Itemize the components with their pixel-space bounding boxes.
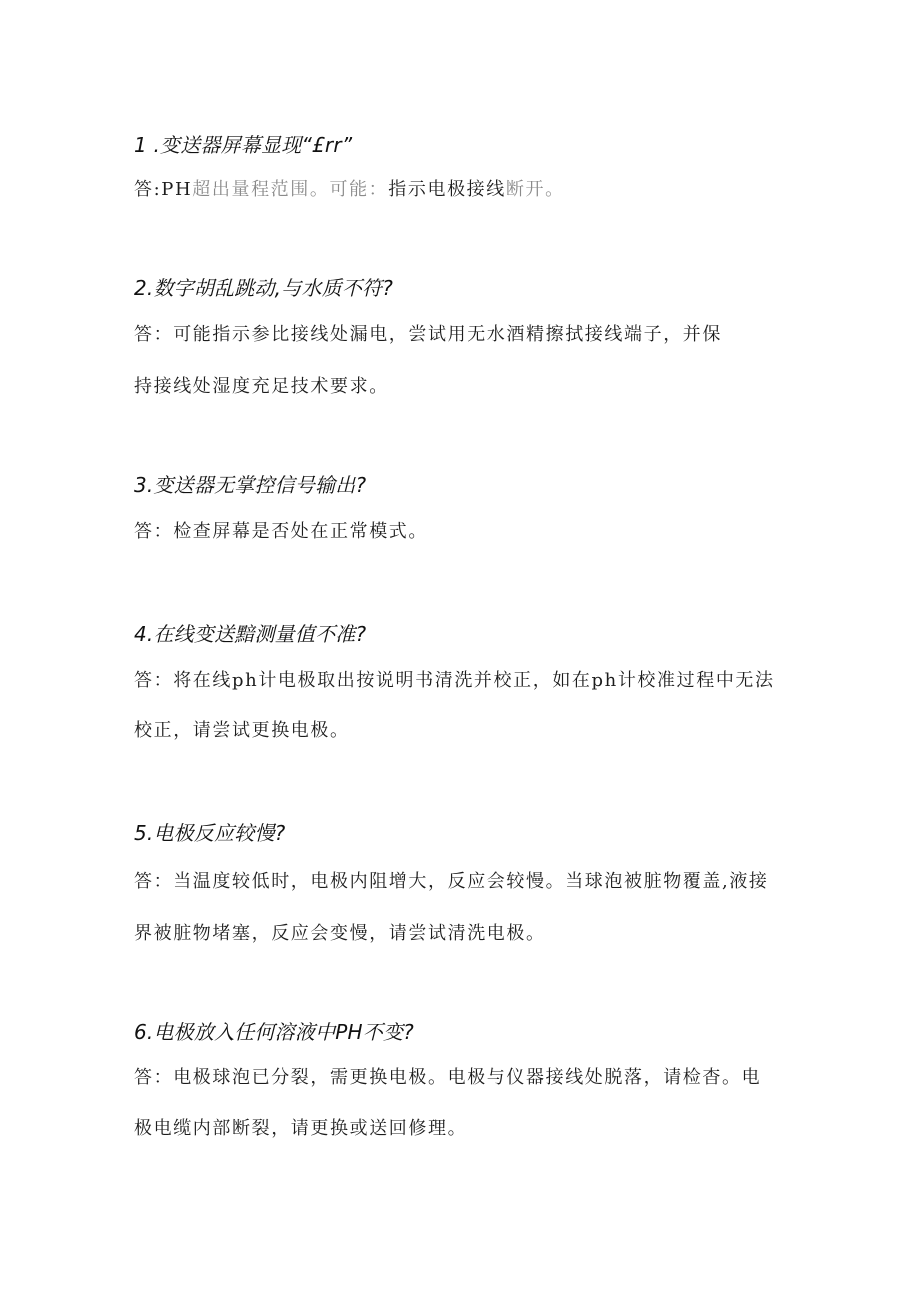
question-1: 1 .变送器屏幕显现“£rr” [134, 133, 353, 157]
question-3: 3.变送器无掌控信号输出? [134, 473, 367, 497]
answer-6-line-2: 极电缆内部断裂，请更换或送回修理。 [134, 1118, 468, 1139]
question-6: 6.电极放入任何溶液中PH不变? [134, 1020, 414, 1044]
answer-1-part-4: 断开。 [505, 179, 565, 200]
answer-1-part-1: 答:PH [134, 179, 193, 200]
question-5: 5.电极反应较慢? [134, 821, 286, 845]
answer-3-line-1: 答：检查屏幕是否处在正常模式。 [134, 521, 428, 542]
answer-2-line-1: 答：可能指示参比接线处漏电，尝试用无水酒精擦拭接线端子，并保 [134, 324, 722, 345]
answer-6-line-1: 答：电极球泡已分裂，需更换电极。电极与仪器接线处脱落，请检杳。电 [134, 1067, 762, 1088]
answer-5-line-1: 答：当温度较低时，电极内阻增大，反应会较慢。当球泡被脏物覆盖,液接 [134, 871, 769, 892]
answer-1 [134, 180, 565, 200]
answer-1-part-3: 指示电极接线 [388, 179, 506, 200]
answer-5-line-2: 界被脏物堵塞，反应会变慢，请尝试清洗电极。 [134, 923, 546, 944]
question-2: 2.数字胡乱跳动,与水质不符? [134, 276, 394, 300]
answer-4-line-1: 答：将在线ph计电极取出按说明书清洗并校正，如在ph计校准过程中无法 [134, 670, 775, 691]
question-4: 4.在线变送黯测量值不准? [134, 622, 367, 646]
answer-4-line-2: 校正，请尝试更换电极。 [134, 720, 350, 741]
answer-2-line-2: 持接线处湿度充足技术要求。 [134, 376, 389, 397]
answer-1-part-2: 超出量程范围。可能： [192, 179, 389, 200]
